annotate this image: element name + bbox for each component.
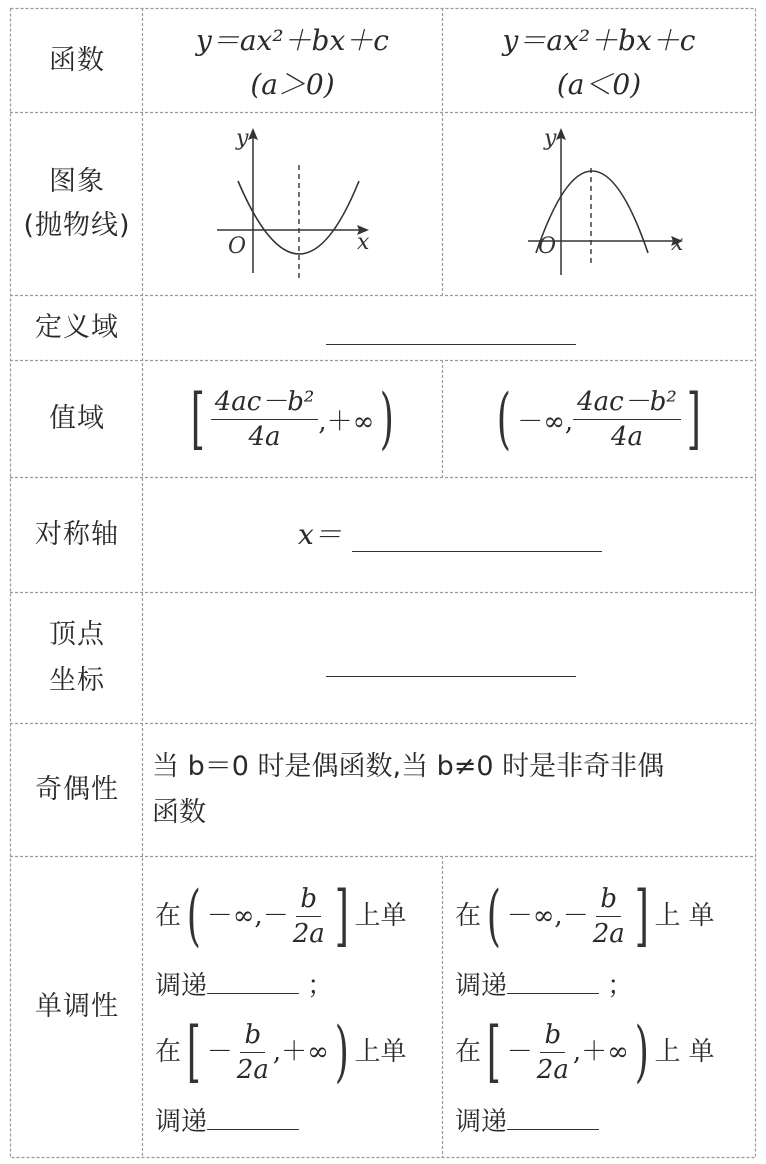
label-parity — [12, 724, 142, 856]
mono-left-blank2[interactable] — [207, 1129, 299, 1130]
range-right-close-bracket: ] — [686, 380, 701, 457]
mono-right-blank1[interactable] — [507, 993, 599, 994]
range-left-close-bracket: ) — [380, 380, 395, 457]
label-graph-line2: (抛物线) — [23, 210, 131, 241]
graph-left-x-label: x — [357, 230, 370, 255]
mono-left-blank1[interactable] — [207, 993, 299, 994]
mono-right-tiaodi1: 调递 — [455, 971, 508, 1001]
mono-right-close2: ) — [634, 1013, 649, 1090]
mono-left-neginf: －∞,－ — [206, 901, 289, 931]
label-function — [12, 10, 142, 112]
axis-prefix: x＝ — [298, 518, 342, 551]
mono-left-up2: 上单 — [354, 1037, 407, 1067]
parity-line2: 函数 — [152, 797, 206, 828]
function-left-formula: y＝ax²＋bx＋c — [196, 24, 389, 57]
label-parity-text: 奇偶性 — [35, 774, 119, 805]
mono-right-open2: [ — [486, 1013, 501, 1090]
graph-right — [443, 113, 755, 295]
range-left-open-bracket: [ — [190, 380, 205, 457]
function-left-cond: (a＞0) — [250, 68, 335, 101]
label-axis — [12, 478, 142, 592]
mono-right-posinf: ,＋∞ — [572, 1037, 629, 1067]
mono-left-tiaodi2: 调递 — [155, 1107, 208, 1137]
mono-left-at1: 在 — [155, 901, 182, 931]
mono-right-frac1-num: b — [596, 882, 621, 917]
axis-blank[interactable] — [352, 551, 602, 552]
label-vertex-line1: 顶点 — [49, 619, 105, 650]
mono-left-frac1-den: 2a — [292, 918, 325, 949]
label-domain-text: 定义域 — [35, 312, 119, 343]
mono-left-frac1 — [289, 882, 329, 951]
label-axis-text: 对称轴 — [35, 519, 119, 550]
mono-left-at2: 在 — [155, 1037, 182, 1067]
vertex-blank[interactable] — [326, 676, 576, 677]
mono-left-interval1 — [155, 871, 407, 961]
range-right-head: －∞, — [517, 406, 574, 437]
function-right-cond: (a＜0) — [556, 68, 642, 101]
mono-right-open1: ( — [486, 877, 501, 954]
graph-left-y-label: y — [236, 126, 249, 151]
mono-right-frac2-den: 2a — [536, 1054, 569, 1085]
function-right — [443, 14, 755, 112]
mono-left-frac2-den: 2a — [236, 1054, 269, 1085]
mono-right-frac1 — [589, 882, 629, 951]
mono-left-up1: 上单 — [354, 901, 407, 931]
label-graph-line1: 图象 — [49, 166, 105, 197]
mono-right-semicolon: ； — [607, 971, 634, 1001]
range-right-fraction — [573, 385, 681, 454]
range-left — [143, 361, 442, 477]
function-right-formula: y＝ax²＋bx＋c — [502, 24, 696, 57]
label-range — [12, 361, 142, 477]
range-left-fraction — [211, 385, 319, 454]
mono-right-neginf: －∞,－ — [506, 901, 589, 931]
mono-right-frac2 — [533, 1018, 573, 1087]
graph-left-parabola — [238, 181, 359, 254]
mono-left — [143, 857, 442, 1157]
mono-left-frac2-num: b — [240, 1018, 265, 1053]
function-left — [143, 14, 442, 112]
mono-left-frac2 — [233, 1018, 273, 1087]
label-monotonic — [12, 857, 142, 1157]
range-right-open-bracket: ( — [497, 380, 512, 457]
label-function-text: 函数 — [49, 45, 105, 76]
mono-right-frac2-num: b — [540, 1018, 565, 1053]
range-right — [443, 361, 755, 477]
mono-left-posinf: ,＋∞ — [272, 1037, 329, 1067]
label-vertex-line2: 坐标 — [49, 665, 105, 696]
mono-right-interval2 — [455, 1007, 723, 1097]
mono-left-line2 — [155, 966, 333, 1006]
mono-right-up1: 上单 — [654, 901, 723, 931]
mono-right-blank2[interactable] — [507, 1129, 599, 1130]
mono-left-frac1-num: b — [296, 882, 321, 917]
domain-blank[interactable] — [326, 344, 576, 345]
range-left-numerator: 4ac－b² — [211, 385, 319, 420]
mono-right-line4 — [455, 1102, 599, 1142]
mono-left-tiaodi1: 调递 — [155, 971, 208, 1001]
mono-left-open1: ( — [186, 877, 201, 954]
mono-right-tiaodi2: 调递 — [455, 1107, 508, 1137]
graph-left-origin: O — [228, 234, 247, 259]
range-right-denominator: 4a — [610, 421, 643, 452]
mono-left-semicolon: ； — [307, 971, 334, 1001]
mono-right-minus: － — [506, 1037, 533, 1067]
mono-left-line4 — [155, 1102, 299, 1142]
label-domain — [12, 296, 142, 360]
mono-right-at2: 在 — [455, 1037, 482, 1067]
mono-right — [443, 857, 755, 1157]
graph-left — [143, 113, 442, 295]
parity-line1: 当 b＝0 时是偶函数,当 b≠0 时是非奇非偶 — [152, 751, 665, 782]
range-left-tail: ,＋∞ — [318, 406, 375, 437]
label-vertex — [12, 593, 142, 723]
mono-right-line2 — [455, 966, 633, 1006]
mono-left-close2: ) — [334, 1013, 349, 1090]
parity-text — [152, 744, 752, 836]
mono-left-open2: [ — [186, 1013, 201, 1090]
mono-right-close1: ] — [634, 877, 649, 954]
graph-right-origin: O — [538, 234, 557, 259]
mono-left-close1: ] — [334, 877, 349, 954]
label-monotonic-text: 单调性 — [35, 991, 119, 1022]
range-right-numerator: 4ac－b² — [573, 385, 681, 420]
graph-right-x-label: x — [671, 231, 684, 256]
range-left-denominator: 4a — [248, 421, 281, 452]
mono-left-interval2 — [155, 1007, 407, 1097]
mono-right-up2: 上单 — [654, 1037, 723, 1067]
mono-left-minus: － — [206, 1037, 233, 1067]
mono-right-frac1-den: 2a — [592, 918, 625, 949]
graph-right-y-label: y — [544, 126, 557, 151]
mono-right-interval1 — [455, 871, 723, 961]
label-range-text: 值域 — [49, 403, 105, 434]
label-graph — [12, 113, 142, 295]
mono-right-at1: 在 — [455, 901, 482, 931]
